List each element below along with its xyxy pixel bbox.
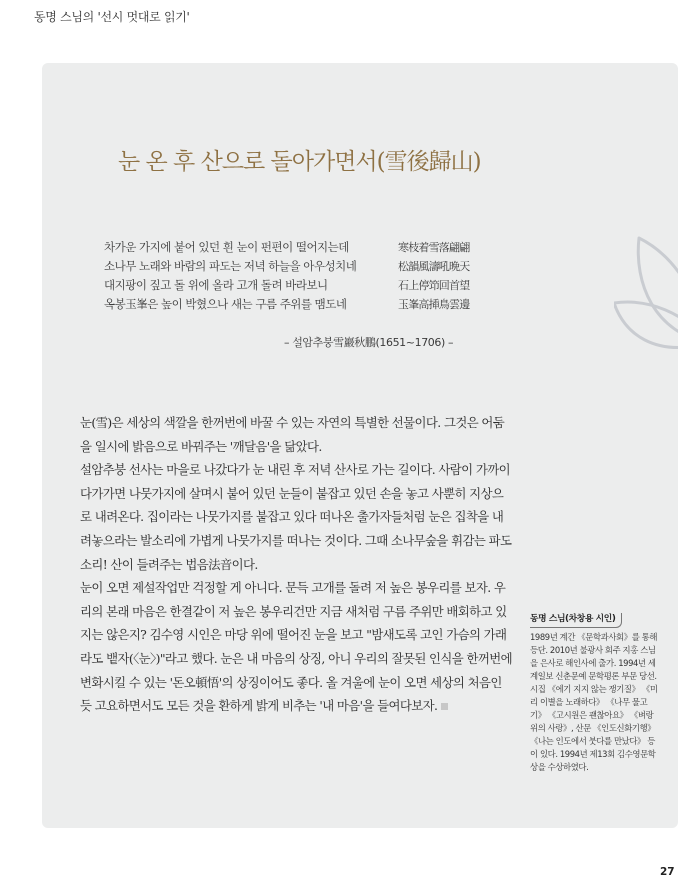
poem-line-korean: 옥봉玉峯은 높이 박혔으나 새는 구름 주위를 맴도네: [104, 297, 347, 311]
poem-line: [104, 257, 469, 276]
author-bio: [530, 612, 658, 774]
poem-line-korean: 소나무 노래와 바람의 파도는 저녁 하늘을 아우성치네: [104, 259, 357, 273]
bio-title: 동명 스님(차창용 시인): [530, 613, 622, 628]
essay-paragraph: 눈(雪)은 세상의 색깔을 한꺼번에 바꿀 수 있는 자연의 특별한 선물이다. 그것은 어둠을 일시에 밝음으로 바꿔주는 '깨달음'을 닮았다.: [80, 415, 505, 454]
poem-title: 눈 온 후 산으로 돌아가면서(雪後歸山): [118, 149, 481, 175]
essay-body: [80, 411, 512, 718]
end-mark-icon: [441, 703, 448, 710]
poem-source: – 설암추붕雪巖秋鵬(1651~1706) –: [284, 336, 454, 349]
running-header: 동명 스님의 '선시 멋대로 읽기': [34, 10, 190, 24]
essay-paragraph-text: 눈이 오면 제설작업만 걱정할 게 아니다. 문득 고개를 돌려 저 높은 봉우리를 보자. 우리의 본래 마음은 한결같이 저 높은 봉우리건만 지금 새처럼 구름 주위만 배회하고 있지는 않은지? 김수영 시인은 마당 위에 떨어진 눈을 보고 "밤새도록 고인 가슴의 가래라도 뱉자(〈눈〉)"라고 했다. 눈은 내 마음의 상징, 아니 우리의 잘못된 인식을 한꺼번에 변화시킬 수 있는 '돈오頓悟'의 상징이어도 좋다. 올 겨울에 눈이 오면 세상의 처음인 듯 고요하면서도 모든 것을 환하게 밝게 비추는 '내 마음'을 들여다보자.: [80, 580, 512, 714]
essay-paragraph: [80, 576, 512, 718]
poem-line-korean: 차가운 가지에 붙어 있던 흰 눈이 펀편이 떨어지는데: [104, 240, 349, 254]
poem-line-chinese: 松韻風濤吼晩天: [398, 260, 470, 273]
poem-line: [104, 276, 469, 295]
essay-paragraph: 설암추붕 선사는 마을로 나갔다가 눈 내린 후 저녁 산사로 가는 길이다. 사람이 가까이 다가가면 나뭇가지에 살며시 붙어 있던 눈들이 붙잡고 있던 손을 놓고 사뿐히 지상으로 내려온다. 집이라는 나뭇가지를 붙잡고 있다 떠나온 출가자들처럼 눈은 집착을 내려놓으라는 발소리에 가볍게 나뭇가지를 떠나는 것이다. 그때 소나무숲을 휘감는 파도소리! 산이 들려주는 법음法音이다.: [80, 462, 512, 572]
poem-line-chinese: 玉峯高揷鳥雲邊: [398, 298, 470, 311]
poem-line: [104, 238, 469, 257]
lotus-icon: [614, 183, 678, 383]
poem-line: [104, 295, 469, 314]
poem-line-chinese: 寒枝着雪落翩翩: [398, 241, 470, 254]
poem-line-korean: 대지팡이 짚고 돌 위에 올라 고개 돌려 바라보니: [104, 278, 328, 292]
page-number: 27: [660, 866, 675, 878]
bio-text: 1989년 계간 《문학과사회》를 통해 등단. 2010년 불광사 회주 지홍 스님을 은사로 해인사에 출가. 1994년 세계일보 신춘문예 문학평론 부문 당선. 시집 《에기 지지 않는 쟁기질》 《미리 이별을 노래하다》 《나무 물고기》 《고시원은 괜찮아요》 《벼랑 위의 사랑》, 산문 《인도신화기행》 《나는 인도에서 붓다를 만났다》 등이 있다. 1994년 제13회 김수영문학상을 수상하였다.: [530, 632, 658, 772]
poem-block: [104, 238, 469, 314]
poem-line-chinese: 石上停笻回首望: [398, 279, 470, 292]
